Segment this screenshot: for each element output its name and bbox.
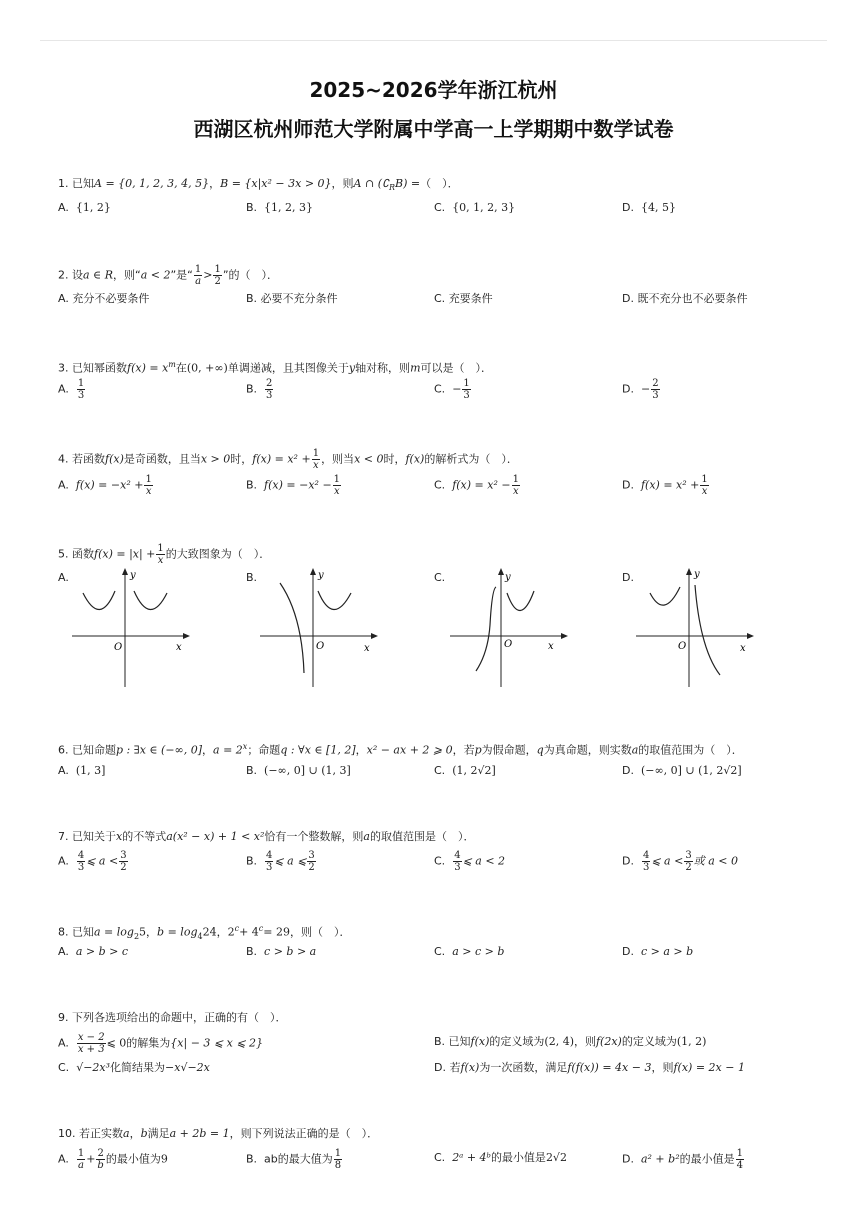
- q5-graph-a[interactable]: [70, 565, 195, 690]
- q8-option-b[interactable]: B. c > b > a: [246, 945, 317, 958]
- question-2: 2. 设a ∈ R，则“a < 2”是“ $\frac{1}{a}$ > $\frac{1}{2}$ ”的（ ）．: [58, 264, 279, 287]
- q9-option-b[interactable]: B. 已知f(x)的定义域为(2, 4)，则f(2x)的定义域为(1, 2): [434, 1035, 707, 1048]
- question-5: 5. 函数f(x) = |x| + $\frac{1}{x}$ 的大致图象为（ ）．: [58, 543, 271, 566]
- question-1: 1. 已知A = {0, 1, 2, 3, 4, 5}，B = {x|x² − 3x > 0}，则A ∩ $(∁_RB)$ =（ ）．: [58, 177, 459, 193]
- curve-right: [134, 591, 167, 610]
- origin-label: O: [504, 639, 513, 650]
- q10-option-c[interactable]: C. 2ᵃ + 4ᵇ的最小值是2√2: [434, 1151, 567, 1164]
- q1-option-b[interactable]: B. {1, 2, 3}: [246, 201, 314, 214]
- q7-option-d[interactable]: D. $\frac{4}{3}$ ⩽ a < $\frac{3}{2}$ 或 a < 0: [622, 850, 738, 873]
- x-label: x: [176, 642, 182, 653]
- q5-option-a-label[interactable]: A.: [58, 571, 69, 584]
- y-label: y: [694, 569, 700, 580]
- q10-option-d[interactable]: D. a² + b²的最小值是 $\frac{1}{4}$: [622, 1148, 743, 1171]
- curve-right: [695, 585, 720, 675]
- question-10: 10. 若正实数a，b满足a + 2b = 1，则下列说法正确的是（ ）．: [58, 1127, 379, 1140]
- q3-option-b[interactable]: B. $\frac{2}{3}$: [246, 378, 273, 401]
- question-6: 6. 已知命题p : ∃x ∈ (−∞, 0]，$a = 2^x$；命题q : ∀x ∈ [1, 2]，x² − ax + 2 ⩾ 0，若p为假命题，q为真命题，则实数a的取值范围为（ ）．: [58, 742, 743, 757]
- q3-option-d[interactable]: D. − $\frac{2}{3}$: [622, 378, 659, 401]
- paper-title-line1: 2025~2026学年浙江杭州: [309, 78, 558, 102]
- x-label: x: [740, 643, 746, 654]
- question-3: 3. 已知幂函数$f(x) = x^m$在(0, +∞)单调递减，且其图像关于y轴对称，则m可以是（ ）．: [58, 360, 492, 375]
- q3-option-a[interactable]: A. $\frac{1}{3}$: [58, 378, 85, 401]
- q9-option-a[interactable]: A. $\frac{x - 2}{x + 3}$ ⩽ 0的解集为{x| − 3 ⩽ x ⩽ 2}: [58, 1032, 264, 1055]
- y-axis-arrow: [686, 568, 692, 575]
- origin-label: O: [678, 641, 687, 652]
- q5-graph-b[interactable]: [258, 565, 383, 690]
- q6-option-c[interactable]: C. (1, 2√2]: [434, 764, 496, 777]
- q9-option-c[interactable]: C. √−2x³化简结果为−x√−2x: [58, 1061, 210, 1074]
- y-label: y: [130, 570, 136, 581]
- x-label: x: [364, 643, 370, 654]
- q5-option-d-label[interactable]: D.: [622, 571, 634, 584]
- top-divider: [40, 40, 827, 41]
- q2-option-a[interactable]: A. 充分不必要条件: [58, 292, 150, 305]
- q5-graph-c[interactable]: [448, 565, 573, 690]
- origin-label: O: [114, 642, 123, 653]
- q5-option-b-label[interactable]: B.: [246, 571, 258, 584]
- q5-option-c-label[interactable]: C.: [434, 571, 446, 584]
- q9-option-d[interactable]: D. 若f(x)为一次函数，满足f(f(x)) = 4x − 3，则f(x) = 2x − 1: [434, 1061, 745, 1074]
- q2-option-c[interactable]: C. 充要条件: [434, 292, 493, 305]
- q8-option-d[interactable]: D. c > a > b: [622, 945, 694, 958]
- question-8: 8. 已知$a = \log_25$，$b = \log_424$，$2^c+ 4^c= 29$，则（ ）．: [58, 924, 351, 941]
- curve-left: [650, 587, 680, 605]
- origin-label: O: [316, 641, 325, 652]
- paper-title-line2: 西湖区杭州师范大学附属中学高一上学期期中数学试卷: [193, 117, 674, 141]
- q7-option-a[interactable]: A. $\frac{4}{3}$ ⩽ a < $\frac{3}{2}$: [58, 850, 127, 873]
- q1-option-d[interactable]: D. {4, 5}: [622, 201, 676, 214]
- q4-option-d[interactable]: D. f(x) = x² + $\frac{1}{x}$: [622, 474, 708, 497]
- question-9: 9. 下列各选项给出的命题中，正确的有（ ）．: [58, 1011, 287, 1024]
- x-axis-arrow: [183, 633, 190, 639]
- q6-option-a[interactable]: A. (1, 3]: [58, 764, 106, 777]
- q2-option-d[interactable]: D. 既不充分也不必要条件: [622, 292, 748, 305]
- q4-option-c[interactable]: C. f(x) = x² − $\frac{1}{x}$: [434, 474, 519, 497]
- q10-option-b[interactable]: B. ab的最大值为 $\frac{1}{8}$: [246, 1148, 342, 1171]
- q7-option-b[interactable]: B. $\frac{4}{3}$ ⩽ a ⩽ $\frac{3}{2}$: [246, 850, 315, 873]
- q8-option-c[interactable]: C. a > c > b: [434, 945, 505, 958]
- y-axis-arrow: [310, 568, 316, 575]
- x-axis-arrow: [371, 633, 378, 639]
- curve-left: [476, 587, 496, 671]
- q6-option-d[interactable]: D. (−∞, 0] ∪ (1, 2√2]: [622, 764, 742, 777]
- q2-frac-2: $\frac{1}{2}$: [214, 264, 221, 287]
- x-label: x: [548, 641, 554, 652]
- q3-option-c[interactable]: C. − $\frac{1}{3}$: [434, 378, 470, 401]
- q2-option-b[interactable]: B. 必要不充分条件: [246, 292, 338, 305]
- curve-right: [318, 591, 351, 610]
- q7-option-c[interactable]: C. $\frac{4}{3}$ ⩽ a < 2: [434, 850, 506, 873]
- y-axis-arrow: [498, 568, 504, 575]
- q6-option-b[interactable]: B. (−∞, 0] ∪ (1, 3]: [246, 764, 351, 777]
- q4-option-a[interactable]: A. f(x) = −x² + $\frac{1}{x}$: [58, 474, 152, 497]
- q1-option-c[interactable]: C. {0, 1, 2, 3}: [434, 201, 516, 214]
- question-4: 4. 若函数f(x)是奇函数，且当x > 0时，f(x) = x² + $\frac{1}{x}$ ，则当x < 0时，f(x)的解析式为（ ）．: [58, 448, 518, 471]
- curve-left: [280, 583, 304, 673]
- q4-option-b[interactable]: B. f(x) = −x² − $\frac{1}{x}$: [246, 474, 341, 497]
- y-axis-arrow: [122, 568, 128, 575]
- x-axis-arrow: [561, 633, 568, 639]
- q1-option-a[interactable]: A. {1, 2}: [58, 201, 111, 214]
- q8-option-a[interactable]: A. a > b > c: [58, 945, 129, 958]
- q2-frac-1: $\frac{1}{a}$: [194, 264, 202, 287]
- y-label: y: [318, 570, 324, 581]
- curve-left: [83, 591, 115, 610]
- q10-option-a[interactable]: A. $\frac{1}{a}$ + $\frac{2}{b}$ 的最小值为9: [58, 1148, 168, 1171]
- y-label: y: [505, 572, 511, 583]
- x-axis-arrow: [747, 633, 754, 639]
- q5-graph-d[interactable]: [634, 565, 759, 690]
- question-7: 7. 已知关于x的不等式a(x² − x) + 1 < x²恰有一个整数解，则a的取值范围是（ ）．: [58, 830, 475, 843]
- curve-right: [507, 591, 534, 611]
